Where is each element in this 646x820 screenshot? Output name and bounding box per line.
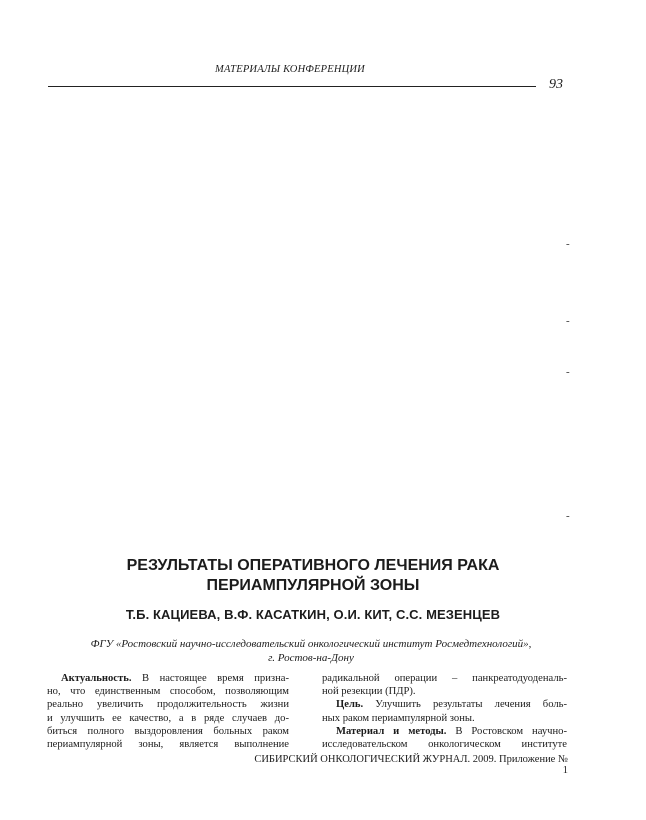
affiliation-line-1: ФГУ «Ростовский научно-исследовательский онкологический институт Росмедтехнологий», — [90, 638, 532, 650]
goal-heading: Цель. — [336, 699, 364, 711]
paragraph-line: Актуальность. В настоящее время призна- — [61, 673, 289, 684]
paragraph-line: Материал и методы. В Ростовском научно- — [336, 725, 567, 737]
paragraph-line: и улучшить ее качество, а в ряде случаев до- — [47, 712, 289, 724]
header-rule — [48, 86, 536, 87]
relevance-heading: Актуальность. — [61, 673, 132, 684]
article-title-line-2: ПЕРИАМПУЛЯРНОЙ ЗОНЫ — [206, 577, 420, 594]
paragraph-line: исследовательском онкологическом институте — [322, 739, 567, 751]
margin-mark: - — [566, 510, 570, 522]
margin-mark: - — [566, 238, 570, 250]
article-title-line-1: РЕЗУЛЬТАТЫ ОПЕРАТИВНОГО ЛЕЧЕНИЯ РАКА — [126, 557, 500, 574]
paragraph-line: Цель. Улучшить результаты лечения боль- — [336, 699, 567, 711]
methods-heading: Материал и методы. — [336, 725, 447, 737]
paragraph-line: реально увеличить продолжительность жизни — [47, 699, 289, 711]
paragraph-line: радикальной операции – панкреатодуоденаль- — [322, 673, 567, 684]
article-authors: Т.Б. КАЦИЕВА, В.Ф. КАСАТКИН, О.И. КИТ, С.С. МЕЗЕНЦЕВ — [125, 607, 501, 622]
margin-mark: - — [566, 366, 570, 378]
affiliation-line-2: г. Ростов-на-Дону — [268, 651, 354, 664]
journal-footer: СИБИРСКИЙ ОНКОЛОГИЧЕСКИЙ ЖУРНАЛ. 2009. Приложение № 1 — [254, 754, 568, 776]
margin-mark: - — [566, 315, 570, 327]
left-column — [47, 672, 289, 751]
paragraph-line: ных раком периампулярной зоны. — [322, 712, 475, 724]
running-title: МАТЕРИАЛЫ КОНФЕРЕНЦИИ — [215, 64, 365, 75]
paragraph-line: периампулярной зоны, является выполнение — [47, 739, 289, 751]
right-column — [322, 672, 567, 751]
page-number: 93 — [549, 77, 563, 92]
paragraph-line: ной резекции (ПДР). — [322, 686, 416, 698]
paragraph-line: биться полного выздоровления больных раком — [47, 725, 289, 737]
paragraph-line: но, что единственным способом, позволяющим — [47, 686, 289, 698]
article-title — [70, 556, 556, 596]
affiliation — [56, 638, 566, 665]
